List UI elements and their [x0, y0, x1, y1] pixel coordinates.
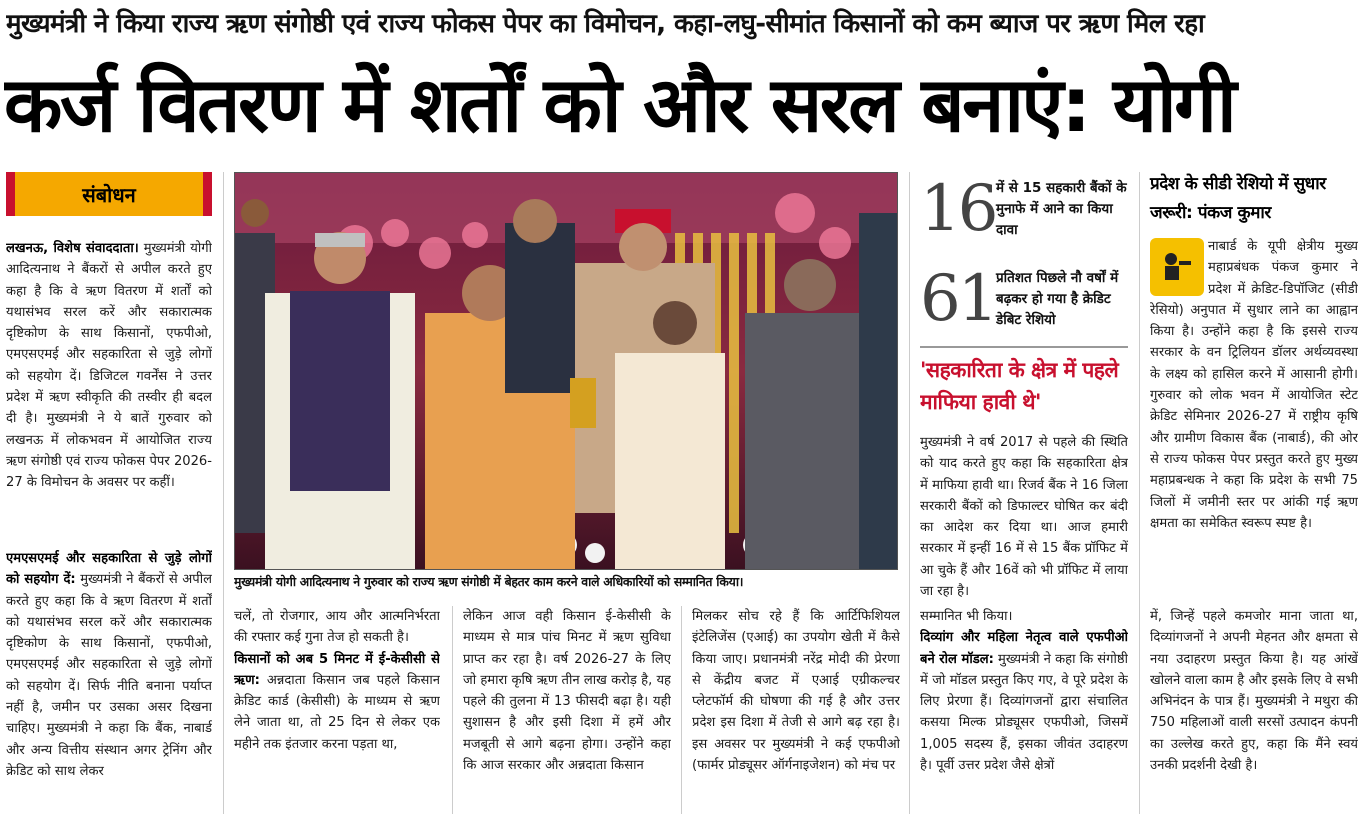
stat-text: प्रतिशत पिछले नौ वर्षों में बढ़कर हो गया है क्रेडिट डेबिट रेशियो	[996, 269, 1119, 328]
news-photo-illustration	[235, 173, 898, 570]
article-paragraph: मुख्यमंत्री योगी आदित्यनाथ ने बैंकरों से अपील करते हुए कहा है कि वे ऋण वितरण में शर्तों को यथासंभव सरल करें और सकारात्मक दृष्टिकोण के साथ किसानों, एफपीओ, एमएसएमई और सहकारिता से जुड़े लोगों को सहयोग दें। डिजिटल गवर्नेंस ने उत्तर प्रदेश में ऋण स्वीकृति की तस्वीर ही बदल दी है। मुख्यमंत्री ने ये बातें गुरुवार को लखनऊ में लोकभवन में आयोजित राज्य ऋण संगोष्ठी एवं राज्य फोकस पेपर 2026-27 के विमोचन के अवसर पर कहीं।	[6, 241, 212, 491]
column-rule	[223, 172, 224, 814]
article-column-3	[463, 606, 671, 814]
article-paragraph: मिलकर सोच रहे हैं कि आर्टिफिशियल इंटेलिजेंस (एआई) का उपयोग खेती में कैसे किया जाए। प्रधानमंत्री नरेंद्र मोदी की प्रेरणा से केंद्रीय बजट में एआई एग्रीकल्चर प्लेटफॉर्म की घोषणा की गई है और उत्तर प्रदेश इस दिशा में तेजी से आगे बढ़ रहा है। इस अवसर पर मुख्यमंत्री ने कई एफपीओ (फार्मर प्रोड्यूसर ऑर्गनाइजेशन) को मंच पर	[692, 609, 900, 774]
article-paragraph: सम्मानित भी किया।	[920, 609, 1013, 624]
article-column-4	[692, 606, 900, 814]
divider	[920, 346, 1128, 348]
article-column-5-continued	[920, 606, 1128, 814]
main-headline: कर्ज वितरण में शर्तों को और सरल बनाएं: योगी	[4, 60, 1235, 149]
stat-box	[920, 258, 1130, 340]
article-paragraph: अन्नदाता किसान जब पहले किसान क्रेडिट कार्ड (केसीसी) के माध्यम से ऋण लेने जाता था, तो 25 दिन से लेकर एक महीने तक इंतजार करना पड़ता था,	[234, 672, 440, 752]
article-column-5	[920, 432, 1128, 600]
column-rule	[452, 606, 453, 814]
dateline: लखनऊ, विशेष संवाददाता।	[6, 241, 139, 256]
pull-quote: 'सहकारिता के क्षेत्र में पहले माफिया हावी थे'	[920, 358, 1119, 414]
news-photo	[234, 172, 898, 570]
photo-caption: मुख्यमंत्री योगी आदित्यनाथ ने गुरुवार को राज्य ऋण संगोष्ठी में बेहतर काम करने वाले अधिकारियों को सम्मानित किया।	[234, 574, 744, 589]
stat-number: 16	[920, 172, 996, 246]
stat-text: में से 15 सहकारी बैंकों के मुनाफे में आने का किया दावा	[996, 179, 1127, 238]
article-paragraph: लेकिन आज वही किसान ई-केसीसी के माध्यम से मात्र पांच मिनट में ऋण सुविधा प्राप्त कर रहा है। वर्ष 2026-27 के लिए जो हमारा कृषि ऋण तीन लाख करोड़ है, यह पहले की तुलना में 13 फीसदी बढ़ा है। यही सुशासन है और इसी दिशा में हमें और मजबूती से आगे बढ़ना होगा। उन्होंने कहा कि आज सरकार और अन्नदाता किसान	[463, 609, 671, 774]
kicker-headline: मुख्यमंत्री ने किया राज्य ऋण संगोष्ठी एवं राज्य फोकस पेपर का विमोचन, कहा-लघु-सीमांत किसानों को कम ब्याज पर ऋण मिल रहा	[6, 9, 1205, 39]
article-column-1-continued	[6, 548, 212, 814]
article-paragraph: में, जिन्हें पहले कमजोर माना जाता था, दिव्यांगजनों ने अपनी मेहनत और क्षमता से नया उदाहरण प्रस्तुत किया है। यह आंखें खोलने वाला काम है और इसके लिए वे सभी अभिनंदन के पात्र हैं। मुख्यमंत्री ने मथुरा की 750 महिलाओं वाली सरसों उत्पादन कंपनी का उल्लेख करते हुए, कहा कि मैंने स्वयं उनकी प्रदर्शनी देखी है।	[1150, 609, 1358, 774]
column-rule	[681, 606, 682, 814]
subhead: एमएसएमई और सहकारिता से जुड़े लोगों को सहयोग दें:	[6, 551, 212, 588]
section-label	[6, 172, 212, 216]
article-paragraph: मुख्यमंत्री ने वर्ष 2017 से पहले की स्थिति को याद करते हुए कहा कि सहकारिता क्षेत्र में माफिया हावी था। रिजर्व बैंक ने 16 जिला सरकारी बैंकों को डिफाल्टर घोषित कर बंदी का आदेश कर दिया था। आज हमारी सरकार में इन्हीं 16 में से 15 बैंक प्रॉफिट में आ चुके हैं और 16वें को भी प्रॉफिट में लाया जा रहा है।	[920, 435, 1128, 600]
article-paragraph: नाबार्ड के यूपी क्षेत्रीय मुख्य महाप्रबंधक पंकज कुमार ने प्रदेश में क्रेडिट-डिपॉजिट (सीडी रेसियो) अनुपात में सुधार लाने का आह्वान किया है। उन्होंने कहा है कि इससे राज्य सरकार के वन ट्रिलियन डॉलर अर्थव्यवस्था के लक्ष्य को हासिल करने में आसानी होगी। गुरुवार को लोक भवन में आयोजित स्टेट क्रेडिट सेमिनार 2026-27 में राष्ट्रीय कृषि और ग्रामीण विकास बैंक (नाबार्ड), की ओर से राज्य फोकस पेपर प्रस्तुत करते हुए मुख्य महाप्रबन्धक ने कहा कि प्रदेश के सभी 75 जिलों में जमीनी स्तर पर आंकी गई ऋण क्षमता का समेकित स्वरूप स्पष्ट है।	[1150, 239, 1358, 531]
article-column-6	[1150, 606, 1358, 814]
section-label-text: संबोधन	[82, 182, 136, 207]
article-column-1	[6, 238, 212, 546]
article-paragraph: चलें, तो रोजगार, आय और आत्मनिर्भरता की रफ्तार कई गुना तेज हो सकती है।	[234, 609, 440, 646]
stat-number: 61	[920, 262, 996, 336]
stat-box	[920, 168, 1130, 250]
column-rule	[1139, 172, 1140, 814]
subhead: दिव्यांग और महिला नेतृत्व वाले एफपीओ बने रोल मॉडल:	[920, 630, 1128, 667]
subhead: किसानों को अब 5 मिनट में ई-केसीसी से ऋण:	[234, 651, 440, 688]
sidebar-body	[1150, 236, 1358, 598]
column-rule	[909, 172, 910, 814]
article-paragraph: मुख्यमंत्री ने बैंकरों से अपील करते हुए कहा कि वे ऋण वितरण में शर्तों को यथासंभव सरल करें और सकारात्मक दृष्टिकोण के साथ किसानों, एफपीओ, एमएसएमई और सहकारिता से जुड़े लोगों को सहयोग दें। सिर्फ नीति बनाना पर्याप्त नहीं है, जमीन पर उसका असर दिखना चाहिए। मुख्यमंत्री ने कहा कि बैंक, नाबार्ड और अन्य वित्तीय संस्थान अगर ट्रेनिंग और क्रेडिट को साथ लेकर	[6, 572, 212, 779]
article-paragraph: मुख्यमंत्री ने कहा कि संगोष्ठी में जो मॉडल प्रस्तुत किए गए, वे पूरे प्रदेश के लिए प्रेरणा हैं। दिव्यांगजनों द्वारा संचालित कसया मिल्क प्रोड्यूसर एफपीओ, जिसमें 1,005 सदस्य हैं, इसका जीवंत उदाहरण है। पूर्वी उत्तर प्रदेश जैसे क्षेत्रों	[920, 651, 1128, 774]
article-column-2	[234, 606, 440, 814]
sidebar-heading: प्रदेश के सीडी रेशियो में सुधार जरूरी: पंकज कुमार	[1150, 174, 1326, 223]
